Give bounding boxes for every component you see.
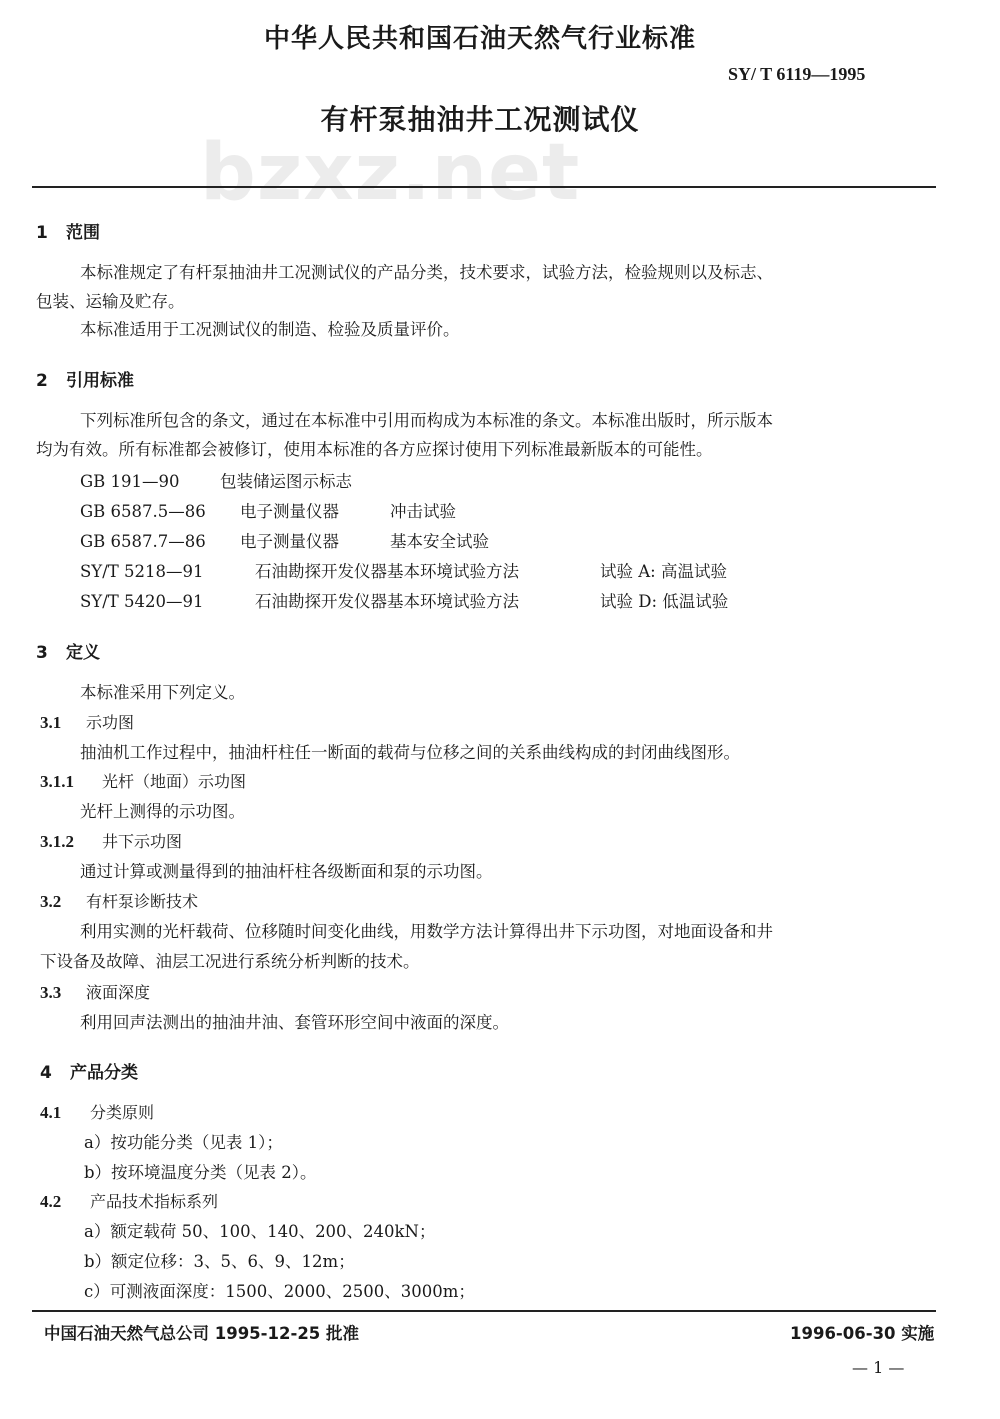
section-3-heading: 3 定义 bbox=[36, 643, 100, 663]
clause-3-1: 3.1 示功图 bbox=[40, 713, 135, 732]
clause-3-1-2: 3.1.2 井下示功图 bbox=[40, 832, 183, 851]
reference-item: GB 6587.7—86 电子测量仪器 基本安全试验 bbox=[80, 532, 489, 551]
standard-code: SY/ T 6119—1995 bbox=[728, 64, 866, 84]
clause-3-3-text: 利用回声法测出的抽油井油、套管环形空间中液面的深度。 bbox=[80, 1013, 509, 1032]
list-item: b）按环境温度分类（见表 2）。 bbox=[84, 1163, 317, 1182]
approval-line: 中国石油天然气总公司 1995-12-25 批准 bbox=[44, 1324, 360, 1343]
section-2-heading: 2 引用标准 bbox=[36, 371, 134, 391]
clause-3-1-1: 3.1.1 光杆（地面）示功图 bbox=[40, 772, 247, 791]
clause-3-2-text-cont: 下设备及故障、油层工况进行系统分析判断的技术。 bbox=[40, 952, 420, 971]
s1-paragraph-1: 本标准规定了有杆泵抽油井工况测试仪的产品分类，技术要求，试验方法，检验规则以及标志、 bbox=[80, 263, 773, 282]
effective-date: 1996-06-30 实施 bbox=[790, 1324, 935, 1343]
document-title: 有杆泵抽油井工况测试仪 bbox=[320, 103, 640, 136]
s2-paragraph-1: 下列标准所包含的条文，通过在本标准中引用而构成为本标准的条文。本标准出版时，所示版本 bbox=[80, 411, 773, 430]
page-number: — 1 — bbox=[852, 1358, 905, 1377]
clause-4-1: 4.1 分类原则 bbox=[40, 1103, 155, 1122]
clause-3-2-text: 利用实测的光杆载荷、位移随时间变化曲线，用数学方法计算得出井下示功图，对地面设备和井 bbox=[80, 922, 773, 941]
section-1-heading: 1 范围 bbox=[36, 223, 100, 243]
list-item: b）额定位移：3、5、6、9、12m； bbox=[84, 1252, 355, 1271]
s1-paragraph-1-cont: 包装、运输及贮存。 bbox=[36, 292, 185, 311]
issuing-body: 中华人民共和国石油天然气行业标准 bbox=[263, 24, 696, 54]
list-item: a）按功能分类（见表 1）； bbox=[84, 1133, 283, 1152]
s3-intro: 本标准采用下列定义。 bbox=[80, 683, 245, 702]
clause-3-2: 3.2 有杆泵诊断技术 bbox=[40, 892, 199, 911]
list-item: a）额定载荷 50、100、140、200、240kN； bbox=[84, 1222, 436, 1241]
clause-3-1-1-text: 光杆上测得的示功图。 bbox=[80, 802, 245, 821]
clause-3-1-2-text: 通过计算或测量得到的抽油杆柱各级断面和泵的示功图。 bbox=[80, 862, 493, 881]
list-item: c）可测液面深度：1500、2000、2500、3000m； bbox=[84, 1282, 475, 1301]
header-rule bbox=[32, 186, 936, 188]
s1-paragraph-2: 本标准适用于工况测试仪的制造、检验及质量评价。 bbox=[80, 320, 460, 339]
reference-item: SY/T 5420—91 石油勘探开发仪器基本环境试验方法 试验 D: 低温试验 bbox=[80, 592, 729, 611]
clause-4-2: 4.2 产品技术指标系列 bbox=[40, 1192, 219, 1211]
watermark: bzxz.net bbox=[200, 128, 581, 218]
section-4-heading: 4 产品分类 bbox=[40, 1063, 138, 1083]
reference-item: SY/T 5218—91 石油勘探开发仪器基本环境试验方法 试验 A: 高温试验 bbox=[80, 562, 727, 581]
footer-rule bbox=[32, 1310, 936, 1312]
reference-item: GB 6587.5—86 电子测量仪器 冲击试验 bbox=[80, 502, 456, 521]
reference-item: GB 191—90 包装储运图示标志 bbox=[80, 472, 352, 491]
s2-paragraph-1-cont: 均为有效。所有标准都会被修订，使用本标准的各方应探讨使用下列标准最新版本的可能性。 bbox=[36, 440, 713, 459]
clause-3-1-text: 抽油机工作过程中，抽油杆柱任一断面的载荷与位移之间的关系曲线构成的封闭曲线图形。 bbox=[80, 743, 740, 762]
clause-3-3: 3.3 液面深度 bbox=[40, 983, 151, 1002]
